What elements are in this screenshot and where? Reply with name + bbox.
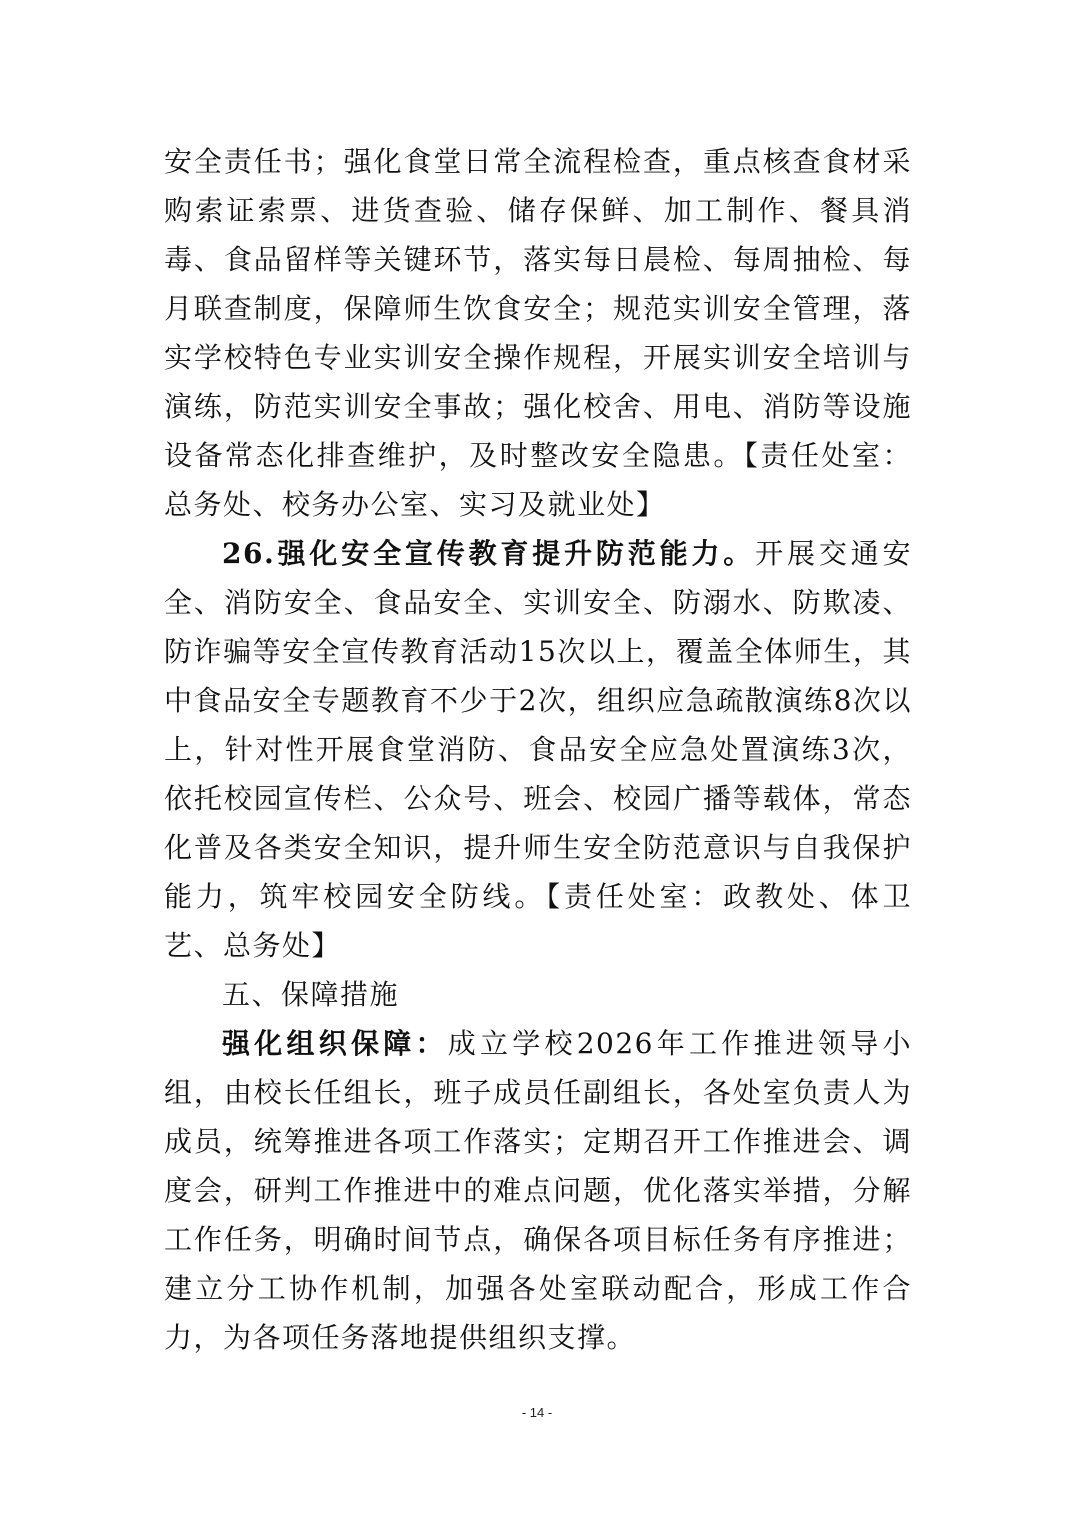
page-body (164, 137, 912, 1362)
section-5-heading: 五、保障措施 (222, 978, 400, 1011)
page-number: - 14 - (521, 1405, 553, 1420)
item-26-title: 26.强化安全宣传教育提升防范能力。 (222, 537, 756, 570)
organization-guarantee-body: 成立学校2026年工作推进领导小组，由校长任组长，班子成员任副组长，各处室负责人为成员，统筹推进各项工作落实；定期召开工作推进会、调度会，研判工作推进中的难点问题，优化落实举措，分解工作任务，明确时间节点，确保各项目标任务有序推进；建立分工协作机制，加强各处室联动配合，形成工作合力，为各项任务落地提供组织支撑。 (164, 1027, 912, 1354)
paragraph-safety-responsibility: 安全责任书；强化食堂日常全流程检查，重点核查食材采购索证索票、进货查验、储存保鲜、加工制作、餐具消毒、食品留样等关键环节，落实每日晨检、每周抽检、每月联查制度，保障师生饮食安全；规范实训安全管理，落实学校特色专业实训安全操作规程，开展实训安全培训与演练，防范实训安全事故；强化校舍、用电、消防等设施设备常态化排查维护，及时整改安全隐患。【责任处室：总务处、校务办公室、实习及就业处】 (164, 145, 912, 521)
organization-guarantee-title: 强化组织保障： (222, 1027, 448, 1060)
item-26-body: 开展交通安全、消防安全、食品安全、实训安全、防溺水、防欺凌、防诈骗等安全宣传教育活动15次以上，覆盖全体师生，其中食品安全专题教育不少于2次，组织应急疏散演练8次以上，针对性开展食堂消防、食品安全应急处置演练3次，依托校园宣传栏、公众号、班会、校园广播等载体，常态化普及各类安全知识，提升师生安全防范意识与自我保护能力，筑牢校园安全防线。【责任处室：政教处、体卫艺、总务处】 (164, 537, 912, 962)
paragraph-organization-guarantee (164, 1019, 912, 1362)
paragraph-item-26 (164, 529, 912, 970)
